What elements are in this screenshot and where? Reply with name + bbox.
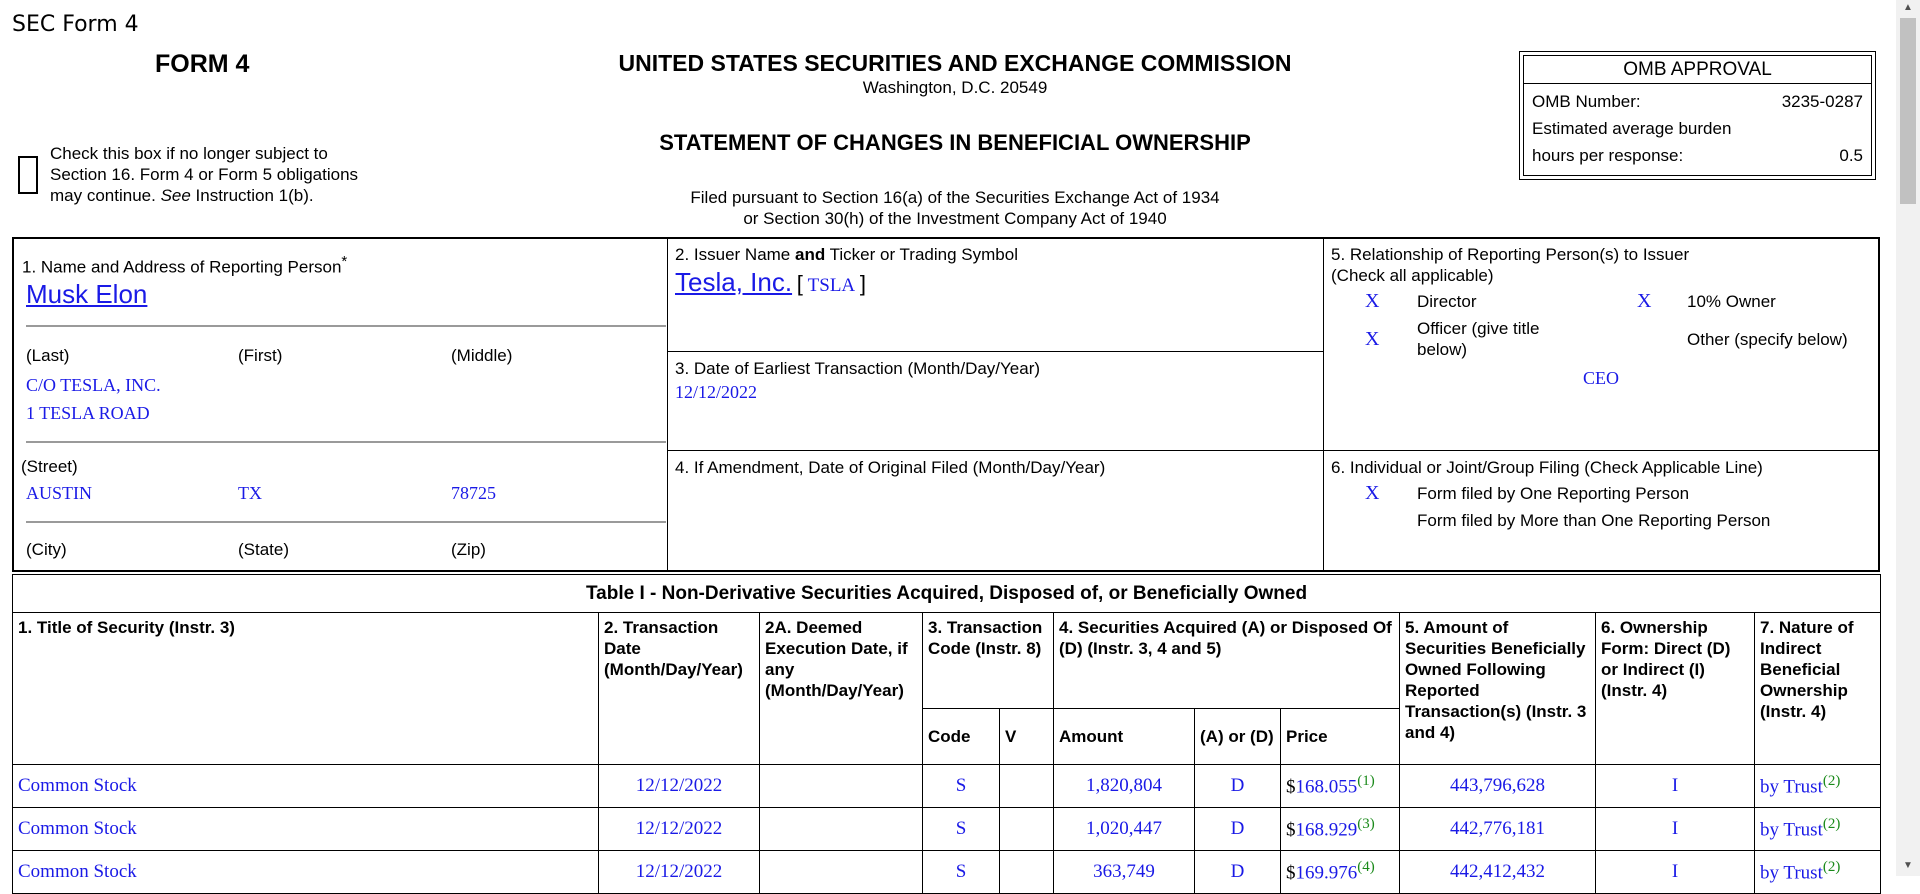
- omb-number-value: 3235-0287: [1781, 92, 1863, 111]
- box5-label-1: 5. Relationship of Reporting Person(s) to Issuer: [1331, 245, 1690, 264]
- security-title: Common Stock: [13, 851, 599, 894]
- one-person-check-mark: X: [1365, 482, 1380, 504]
- amount: 1,020,447: [1054, 808, 1195, 851]
- col-deemed-execution-date: 2A. Deemed Execution Date, if any (Month/Day/Year): [760, 613, 923, 765]
- zip-label: (Zip): [451, 540, 486, 559]
- nature-of-ownership: by Trust$^{(2)}$: [1755, 851, 1881, 894]
- transaction-date: 12/12/2022: [599, 808, 760, 851]
- scrollbar-thumb[interactable]: [1900, 18, 1916, 204]
- address-line-1: C/O TESLA, INC.: [26, 375, 161, 395]
- divider: [26, 521, 666, 523]
- checkbox-label: [50, 143, 390, 206]
- deemed-date: [760, 851, 923, 894]
- col-code: Code: [923, 708, 1000, 764]
- form-label: FORM 4: [155, 50, 250, 78]
- omb-burden-label: Estimated average burden: [1532, 119, 1732, 138]
- checkbox-label-line-2: Section 16. Form 4 or Form 5 obligations: [50, 165, 359, 184]
- price: $168.929$^{(3)}$: [1281, 808, 1400, 851]
- footnote-ref[interactable]: (2): [1822, 773, 1841, 790]
- amount: 1,820,804: [1054, 765, 1195, 808]
- divider: [667, 351, 1323, 352]
- ten-percent-owner-label: 10% Owner: [1687, 292, 1776, 311]
- security-title: Common Stock: [13, 808, 599, 851]
- amount-owned: 443,796,628: [1400, 765, 1596, 808]
- col-transaction-date: 2. Transaction Date (Month/Day/Year): [599, 613, 760, 765]
- amount-owned: 442,776,181: [1400, 808, 1596, 851]
- issuer-name-link[interactable]: Tesla, Inc.: [675, 267, 793, 297]
- filed-pursuant-line-2: or Section 30(h) of the Investment Company Act of 1940: [743, 209, 1167, 228]
- col-title-of-security: 1. Title of Security (Instr. 3): [13, 613, 599, 765]
- ticker-bracket-open: [: [796, 271, 803, 296]
- omb-approval-box: [1519, 51, 1876, 180]
- state-value: TX: [238, 483, 262, 503]
- ticker-symbol: TSLA: [807, 275, 856, 296]
- footnote-ref[interactable]: (2): [1822, 816, 1841, 833]
- omb-hours-row: [1532, 146, 1863, 166]
- other-label: Other (specify below): [1687, 330, 1848, 349]
- table-row: [13, 765, 1881, 808]
- footnote-ref[interactable]: (3): [1357, 816, 1375, 833]
- officer-check-mark: X: [1365, 328, 1380, 350]
- v-flag: [1000, 765, 1054, 808]
- a-or-d: D: [1195, 851, 1281, 894]
- box2-label: 2. Issuer Name and Ticker or Trading Symbol: [675, 245, 1018, 264]
- city-value: AUSTIN: [26, 483, 92, 503]
- page-title: SEC Form 4: [12, 12, 139, 37]
- footnote-ref[interactable]: (1): [1357, 773, 1375, 790]
- checkbox-label-line-3: may continue. See Instruction 1(b).: [50, 186, 314, 205]
- scroll-up-arrow-icon[interactable]: ▲: [1903, 2, 1913, 13]
- street-label: (Street): [21, 457, 78, 476]
- agency-title: UNITED STATES SECURITIES AND EXCHANGE COMMISSION: [618, 50, 1292, 76]
- a-or-d: D: [1195, 808, 1281, 851]
- divider: [667, 450, 1880, 451]
- state-label: (State): [238, 540, 290, 559]
- officer-label-1: Officer (give title: [1417, 319, 1540, 338]
- omb-number-row: [1532, 92, 1863, 112]
- middle-label: (Middle): [451, 346, 513, 365]
- zip-value: 78725: [451, 483, 496, 503]
- earliest-transaction-date: 12/12/2022: [675, 382, 758, 402]
- reporting-info-section: [12, 237, 1880, 572]
- scroll-down-arrow-icon[interactable]: ▼: [1903, 860, 1913, 871]
- omb-hours-value: 0.5: [1839, 146, 1863, 165]
- a-or-d: D: [1195, 765, 1281, 808]
- ownership-form: I: [1596, 765, 1755, 808]
- price: $168.055$^{(1)}$: [1281, 765, 1400, 808]
- director-check-mark: X: [1365, 290, 1380, 312]
- first-label: (First): [238, 346, 283, 365]
- transaction-code: S: [923, 808, 1000, 851]
- director-label: Director: [1417, 292, 1477, 311]
- nature-of-ownership: by Trust$^{(2)}$: [1755, 765, 1881, 808]
- issuer-row: [675, 267, 866, 298]
- box5-label-2: (Check all applicable): [1331, 266, 1494, 285]
- divider: [1323, 239, 1324, 572]
- col-price: Price: [1281, 708, 1400, 764]
- transaction-code: S: [923, 851, 1000, 894]
- col-securities-acquired-disposed: 4. Securities Acquired (A) or Disposed Of (D) (Instr. 3, 4 and 5): [1054, 613, 1400, 709]
- ten-percent-owner-check-mark: X: [1637, 290, 1652, 312]
- transaction-date: 12/12/2022: [599, 765, 760, 808]
- checkbox-label-line-1: Check this box if no longer subject to: [50, 144, 328, 163]
- ownership-form: I: [1596, 851, 1755, 894]
- deemed-date: [760, 765, 923, 808]
- col-amount-owned: 5. Amount of Securities Beneficially Owned Following Reported Transaction(s) (Instr. 3 and 4): [1400, 613, 1596, 765]
- amount: 363,749: [1054, 851, 1195, 894]
- box6-label: 6. Individual or Joint/Group Filing (Check Applicable Line): [1331, 458, 1763, 477]
- deemed-date: [760, 808, 923, 851]
- filed-pursuant-line-1: Filed pursuant to Section 16(a) of the Securities Exchange Act of 1934: [690, 188, 1220, 207]
- reporting-person-name[interactable]: Musk Elon: [26, 279, 148, 309]
- divider: [26, 441, 666, 443]
- omb-hours-label: hours per response:: [1532, 146, 1684, 165]
- price: $169.976$^{(4)}$: [1281, 851, 1400, 894]
- omb-burden-row: [1532, 119, 1863, 139]
- no-longer-subject-checkbox[interactable]: [18, 156, 38, 194]
- col-amount: Amount: [1054, 708, 1195, 764]
- last-label: (Last): [26, 346, 70, 365]
- col-v: V: [1000, 708, 1054, 764]
- table-i-title: Table I - Non-Derivative Securities Acquired, Disposed of, or Beneficially Owned: [13, 575, 1881, 613]
- box4-label: 4. If Amendment, Date of Original Filed (Month/Day/Year): [675, 458, 1106, 477]
- transaction-date: 12/12/2022: [599, 851, 760, 894]
- col-transaction-code: 3. Transaction Code (Instr. 8): [923, 613, 1054, 709]
- col-a-or-d: (A) or (D): [1195, 708, 1281, 764]
- amount-owned: 442,412,432: [1400, 851, 1596, 894]
- divider: [26, 325, 666, 327]
- omb-approval-title: OMB APPROVAL: [1524, 56, 1871, 84]
- statement-title: STATEMENT OF CHANGES IN BENEFICIAL OWNERSHIP: [659, 130, 1251, 155]
- col-nature-of-ownership: 7. Nature of Indirect Beneficial Ownership (Instr. 4): [1755, 613, 1881, 765]
- security-title: Common Stock: [13, 765, 599, 808]
- table-row: [13, 851, 1881, 894]
- officer-title: CEO: [1583, 368, 1619, 388]
- officer-label-2: below): [1417, 340, 1468, 359]
- footnote-ref[interactable]: (2): [1822, 859, 1841, 876]
- divider: [667, 239, 668, 572]
- box1-label: 1. Name and Address of Reporting Person*: [22, 253, 348, 277]
- ticker-bracket-close: ]: [859, 271, 867, 296]
- v-flag: [1000, 808, 1054, 851]
- one-person-label: Form filed by One Reporting Person: [1417, 484, 1690, 503]
- nature-of-ownership: by Trust$^{(2)}$: [1755, 808, 1881, 851]
- omb-number-label: OMB Number:: [1532, 92, 1641, 111]
- ownership-form: I: [1596, 808, 1755, 851]
- table-i: [12, 574, 1881, 894]
- footnote-ref[interactable]: (4): [1357, 859, 1375, 876]
- box3-label: 3. Date of Earliest Transaction (Month/Day/Year): [675, 359, 1041, 378]
- transaction-code: S: [923, 765, 1000, 808]
- address-line-2: 1 TESLA ROAD: [26, 403, 150, 423]
- table-row: [13, 808, 1881, 851]
- city-label: (City): [26, 540, 67, 559]
- col-ownership-form: 6. Ownership Form: Direct (D) or Indirect (I) (Instr. 4): [1596, 613, 1755, 765]
- v-flag: [1000, 851, 1054, 894]
- more-persons-label: Form filed by More than One Reporting Person: [1417, 511, 1771, 530]
- agency-city: Washington, D.C. 20549: [862, 78, 1048, 97]
